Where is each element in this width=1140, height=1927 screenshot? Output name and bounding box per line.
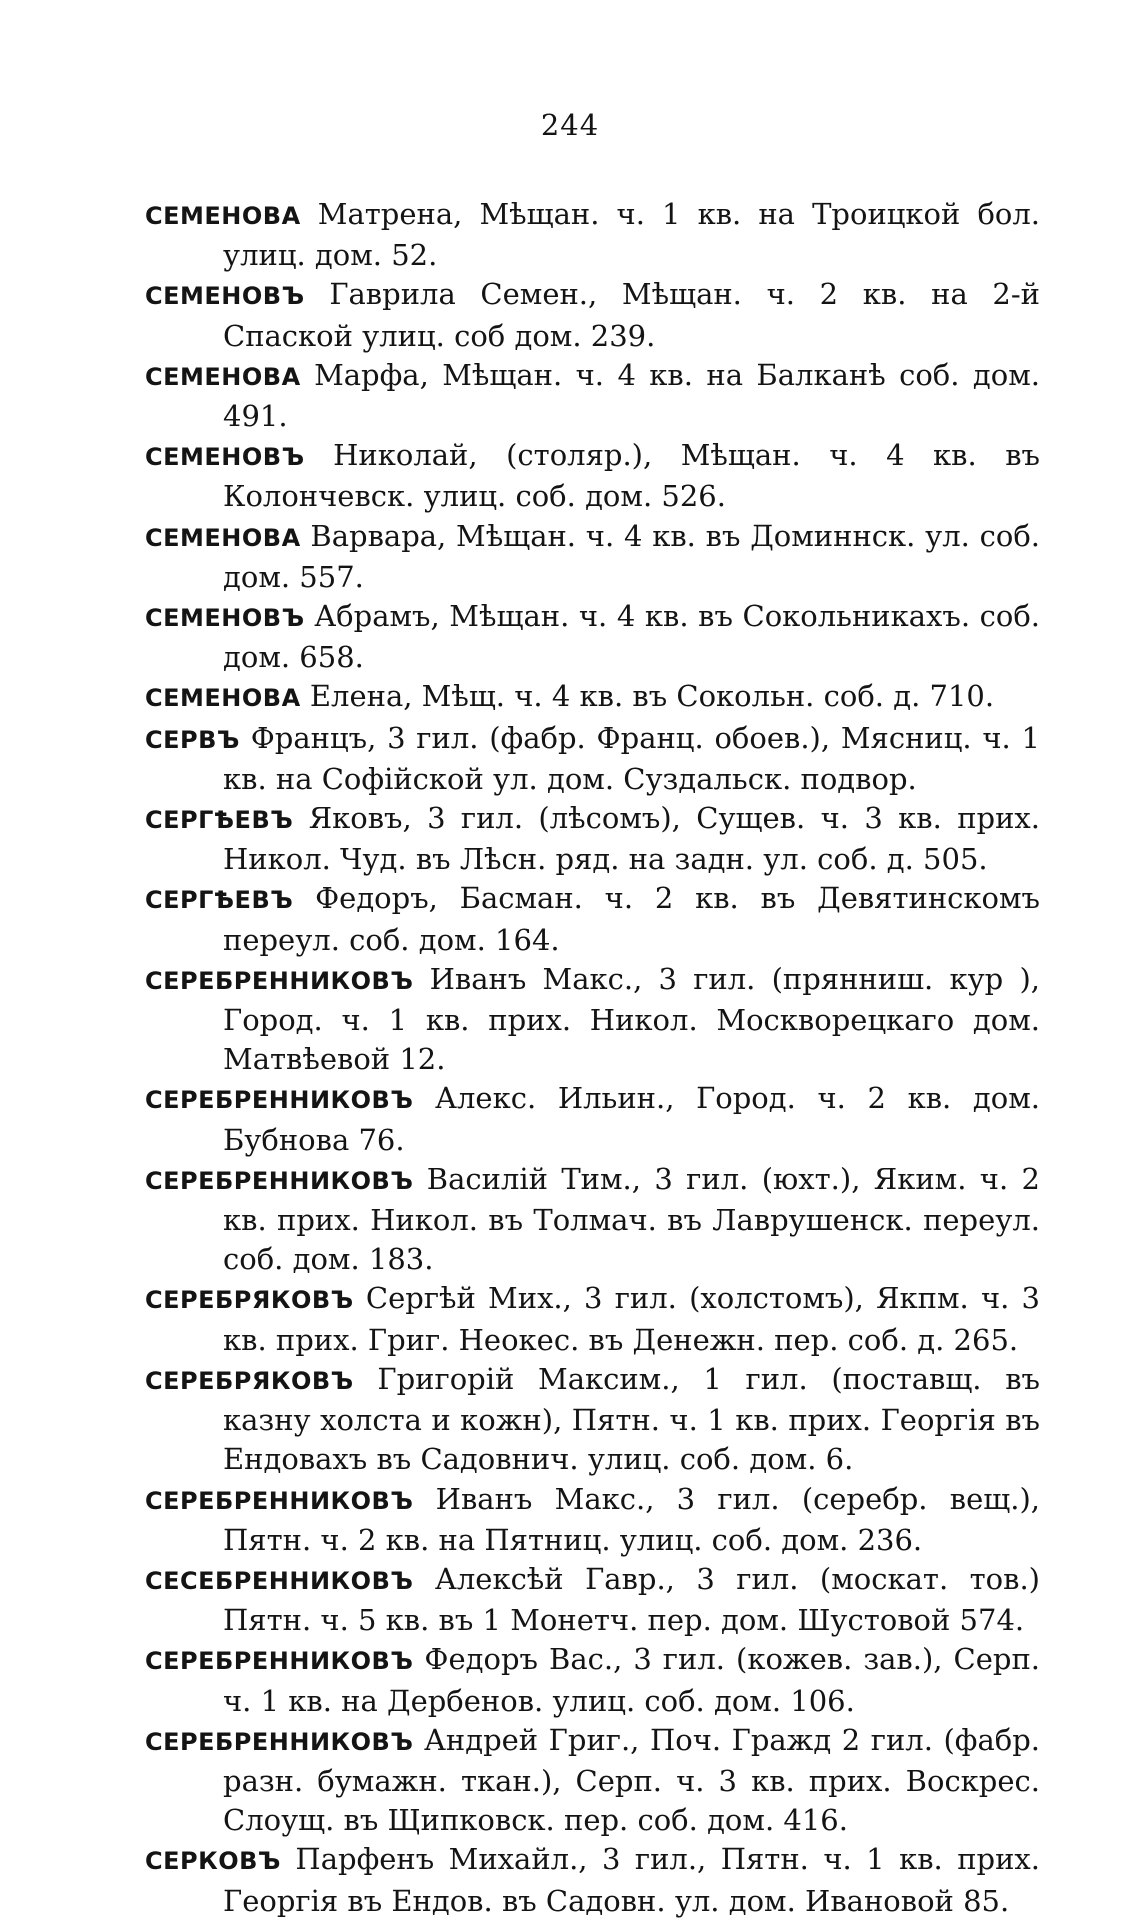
directory-entry [145,597,1040,677]
entry-surname: СЕМЕНОВА [145,362,301,391]
directory-entry [145,1079,1040,1159]
entry-surname: СЕРВЪ [145,725,240,754]
entry-surname: СЕРЕБРЕННИКОВЪ [145,1727,414,1756]
directory-entry [145,436,1040,516]
entry-text: Абрамъ, Мѣщан. ч. 4 кв. въ Сокольникахъ. соб. дом. 658. [223,599,1041,675]
entry-surname: СЕМЕНОВЪ [145,282,305,311]
entry-text: Францъ, 3 гил. (фабр. Франц. обоев.), Мясниц. ч. 1 кв. на Софійской ул. дом. Суздальск. подвор. [223,720,1041,796]
directory-entry [145,1360,1040,1480]
entry-text: Сергѣй Мих., 3 гил. (холстомъ), Якпм. ч. 3 кв. прих. Григ. Неокес. въ Денежн. пер. соб. д. 265. [223,1281,1040,1357]
directory-entry [145,1840,1040,1920]
entry-list [145,195,1040,1921]
entry-surname: СЕРЕБРЕННИКОВЪ [145,1647,414,1676]
directory-entry [145,1560,1040,1640]
page-number: 244 [540,108,600,142]
entry-text: Яковъ, 3 гил. (лѣсомъ), Сущев. ч. 3 кв. прих. Никол. Чуд. въ Лѣсн. ряд. на задн. ул. соб. д. 505. [223,801,1041,877]
entry-surname: СЕРЕБРЯКОВЪ [145,1286,354,1315]
entry-text: Варвара, Мѣщан. ч. 4 кв. въ Доминнск. ул. соб. дом. 557. [223,518,1040,594]
directory-entry [145,517,1040,597]
directory-entry [145,1721,1040,1841]
entry-text: Федоръ, Басман. ч. 2 кв. въ Девятинскомъ переул. соб. дом. 164. [223,881,1041,957]
entry-text: Андрей Григ., Поч. Гражд 2 гил. (фабр. разн. бумажн. ткан.), Серп. ч. 3 кв. прих. Воскрес. Слоущ. въ Щипковск. пер. соб. дом. 416. [223,1722,1041,1838]
entry-surname: СЕРГѢЕВЪ [145,886,294,915]
entry-text: Алексѣй Гавр., 3 гил. (москат. тов.) Пятн. ч. 5 кв. въ 1 Монетч. пер. дом. Шустовой 574. [223,1561,1040,1638]
directory-entry [145,1160,1040,1280]
directory-entry [145,960,1040,1080]
directory-entry [145,677,1040,718]
entry-surname: СЕРКОВЪ [145,1847,281,1876]
directory-entry [145,719,1040,799]
entry-text: Матрена, Мѣщан. ч. 1 кв. на Троицкой бол. улиц. дом. 52. [223,197,1040,273]
entry-surname: СЕМЕНОВА [145,523,301,552]
directory-entry [145,275,1040,355]
directory-entry [145,799,1040,879]
entry-surname: СЕРЕБРЕННИКОВЪ [145,966,414,995]
entry-text: Парфенъ Михайл., 3 гил., Пятн. ч. 1 кв. прих. Георгія въ Ендов. въ Садовн. ул. дом. Ивановой 85. [223,1842,1040,1918]
entry-surname: СЕРЕБРЕННИКОВЪ [145,1486,414,1515]
entry-text: Николай, (столяр.), Мѣщан. ч. 4 кв. въ Колончевск. улиц. соб. дом. 526. [223,438,1040,514]
entry-text: Елена, Мѣщ. ч. 4 кв. въ Сокольн. соб. д. 710. [309,679,995,714]
entry-text: Василій Тим., 3 гил. (юхт.), Яким. ч. 2 кв. прих. Никол. въ Толмач. въ Лаврушенск. переул. соб. дом. 183. [223,1161,1040,1277]
entry-surname: СЕРЕБРЯКОВЪ [145,1366,354,1395]
entry-surname: СЕМЕНОВЪ [145,443,305,472]
directory-entry [145,1279,1040,1359]
entry-text: Иванъ Макс., 3 гил. (прянниш. кур ), Город. ч. 1 кв. прих. Никол. Москворецкаго дом. Матвѣевой 12. [223,961,1040,1077]
entry-surname: СЕМЕНОВА [145,202,301,230]
entry-surname: СЕРЕБРЕННИКОВЪ [145,1086,414,1115]
directory-entry [145,195,1040,275]
entry-surname: СЕМЕНОВА [145,684,301,713]
directory-entry [145,879,1040,959]
entry-text: Федоръ Вас., 3 гил. (кожев. зав.), Серп. ч. 1 кв. на Дербенов. улиц. соб. дом. 106. [223,1642,1040,1718]
directory-entry [145,1640,1040,1720]
entry-text: Григорій Максим., 1 гил. (поставщ. въ казну холста и кожн), Пятн. ч. 1 кв. прих. Георгія въ Ендовахъ въ Садовнич. улиц. соб. дом. 6. [223,1361,1040,1477]
entry-text: Алекс. Ильин., Город. ч. 2 кв. дом. Бубнова 76. [223,1081,1041,1157]
entry-text: Гаврила Семен., Мѣщан. ч. 2 кв. на 2-й Спаской улиц. соб дом. 239. [223,277,1040,353]
directory-entry [145,1480,1040,1560]
entry-surname: СЕРЕБРЕННИКОВЪ [145,1166,414,1195]
entry-text: Иванъ Макс., 3 гил. (серебр. вещ.), Пятн. ч. 2 кв. на Пятниц. улиц. соб. дом. 236. [223,1481,1040,1557]
entry-text: Марфа, Мѣщан. ч. 4 кв. на Балканѣ соб. дом. 491. [223,357,1040,434]
directory-entry [145,356,1040,436]
entry-surname: СЕМЕНОВЪ [145,604,305,633]
entry-surname: СЕСЕБРЕННИКОВЪ [145,1566,414,1595]
entry-surname: СЕРГѢЕВЪ [145,806,294,835]
